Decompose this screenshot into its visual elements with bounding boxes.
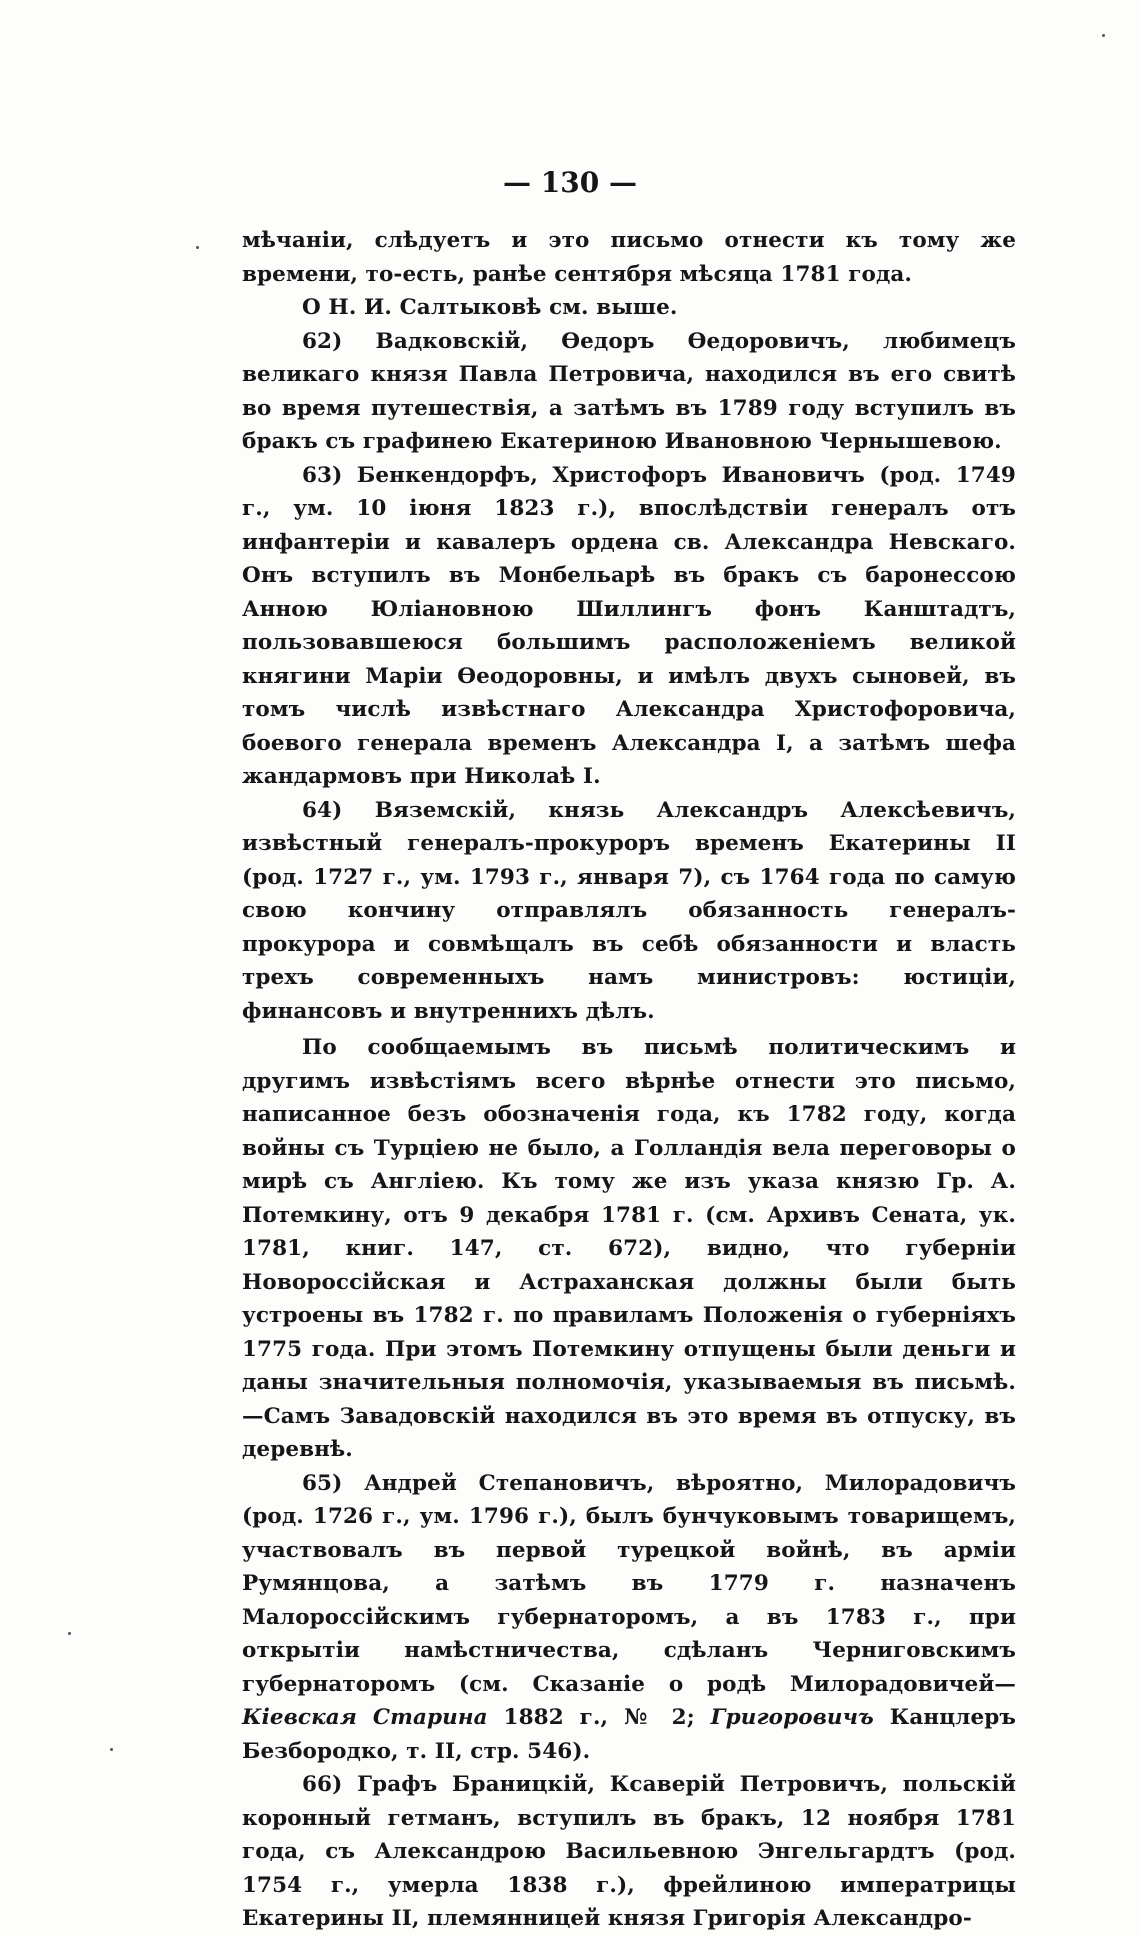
scan-speck [110,1748,113,1751]
note-65-journal-title: Кiевская Старина [242,1705,488,1730]
paragraph-saltykov-note: О Н. И. Салтыковѣ см. выше. [302,295,678,320]
note-66: 66) Графъ Браницкiй, Ксаверiй Петровичъ, польскiй коронный гетманъ, вступилъ въ бракъ, 12 ноября 1781 года, съ Александрою Васильевною Энгельгардтъ (род. 1754 г., умерла 1838 г.), фрейлиною императрицы Екатерины II, племянницей князя Григорiя Александро- [242,1772,1016,1931]
scan-speck [68,1632,71,1635]
page-number: — 130 — [503,166,637,199]
note-65-text-c: Канцлеръ Безбородко, т. II, стр. 546). [242,1705,1017,1764]
paragraph-dating-commentary: По сообщаемымъ въ письмѣ политическимъ и другимъ извѣстiямъ всего вѣрнѣе отнести это письмо, написанное безъ обозначенiя года, къ 1782 году, когда войны съ Турцiею не было, а Голландiя вела переговоры о мирѣ съ Англiею. Къ тому же изъ указа князю Гр. А. Потемкину, отъ 9 декабря 1781 г. (см. Архивъ Сената, ук. 1781, книг. 147, ст. 672), видно, что губернiи Новороссiйская и Астраханская должны были быть устроены въ 1782 г. по правиламъ Положенiя о губернiяхъ 1775 года. При этомъ Потемкину отпущены были деньги и даны значительныя полномочiя, указываемыя въ письмѣ.—Самъ Завадовскій находился въ это время въ отпуску, въ деревнѣ. [242,1035,1016,1462]
note-65-text-a: 65) Андрей Степановичъ, вѣроятно, Милорадовичъ (род. 1726 г., ум. 1796 г.), былъ бунчуковымъ товарищемъ, участвовалъ въ первой турецкой войнѣ, въ армiи Румянцова, а затѣмъ въ 1779 г. назначенъ Малороссiйскимъ губернаторомъ, а въ 1783 г., при открытiи намѣстничества, сдѣланъ Черниговскимъ губернаторомъ (см. Сказанiе о родѣ Милорадовичей— [242,1470,1016,1697]
note-65 [242,1467,1016,1769]
note-64: 64) Вяземскій, князь Александръ Алексѣевичъ, извѣстный генералъ-прокуроръ временъ Екатерины II (род. 1727 г., ум. 1793 г., января 7), съ 1764 года по самую свою кончину отправлялъ обязанность генералъ-прокурора и совмѣщалъ въ себѣ обязанности и власть трехъ современныхъ намъ министровъ: юстицiи, финансовъ и внутреннихъ дѣлъ. [242,797,1016,1024]
body-text [242,224,1016,1936]
scan-speck [1102,34,1105,37]
note-62: 62) Вадковскій, Ѳедоръ Ѳедоровичъ, любимецъ великаго князя Павла Петровича, находился въ его свитѣ во время путешествія, а затѣмъ въ 1789 году вступилъ въ бракъ съ графинею Екатериною Ивановною Чернышевою. [242,328,1016,454]
paragraph-continuation: мѣчанiи, слѣдуетъ и это письмо отнести къ тому же времени, то-есть, ранѣе сентября мѣсяца 1781 года. [242,228,1016,287]
note-65-author-name: Григоровичъ [710,1705,874,1730]
note-65-text-b: 1882 г., № 2; [487,1705,711,1730]
note-63: 63) Бенкендорфъ, Христофоръ Ивановичъ (род. 1749 г., ум. 10 iюня 1823 г.), впослѣдствiи генералъ отъ инфантерiи и кавалеръ ордена св. Александра Невскаго. Онъ вступилъ въ Монбельарѣ въ бракъ съ баронессою Анною Юлiановною Шиллингъ фонъ Канштадтъ, пользовавшеюся большимъ расположенiемъ великой княгини Марiи Ѳеодоровны, и имѣлъ двухъ сыновей, въ томъ числѣ извѣстнаго Александра Христофоровича, боевого генерала временъ Александра I, а затѣмъ шефа жандармовъ при Николаѣ I. [242,462,1016,789]
scan-speck [196,246,199,249]
